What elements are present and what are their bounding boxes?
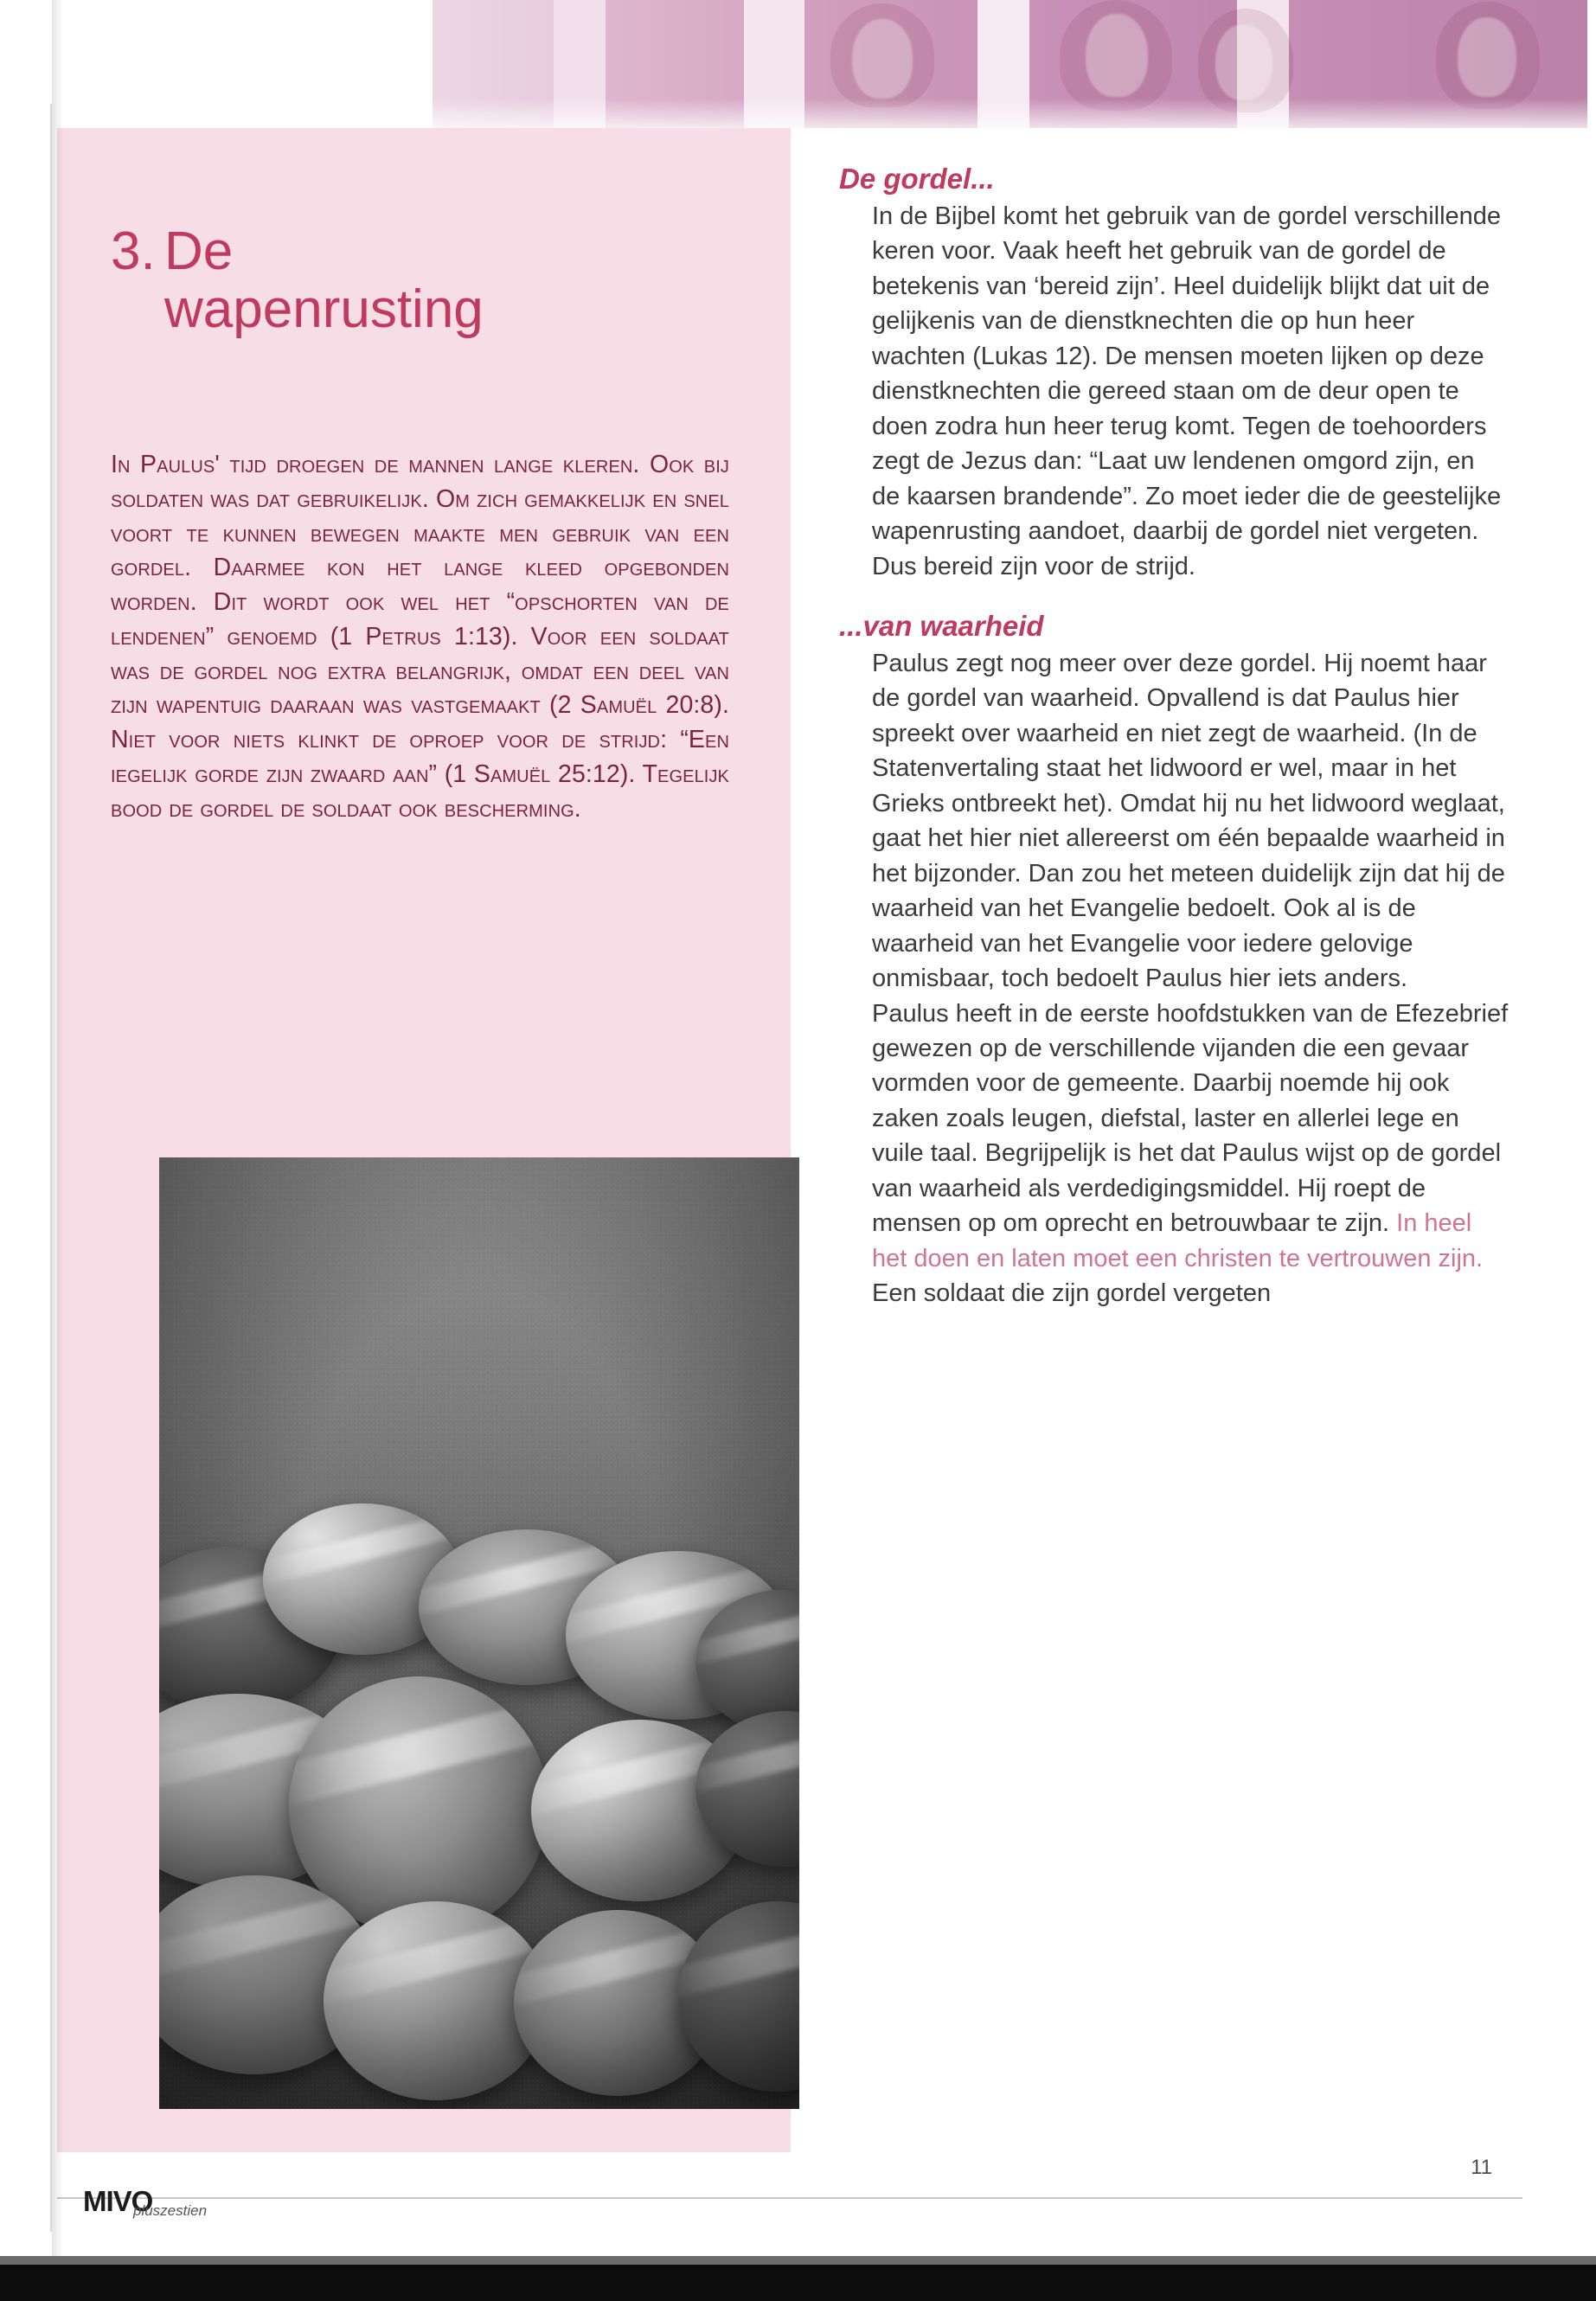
section-paragraph: In de Bijbel komt het gebruik van de gordel verschillende keren voor. Vaak heeft het gebruik van de gordel de betekenis van ‘bereid zijn’. Heel duidelijk blijkt dat uit de gelijkenis van de dienstknechten die op hun heer wachten (Lukas 12). De mensen moeten lijken op deze dienstknechten die gereed staan om de deur open te doen zodra hun heer terug komt. Tegen de toehoorders zegt de Jezus dan: “Laat uw lendenen omgord zijn, en de kaarsen brandende”. Zo moet ieder die de geestelijke wapenrusting aandoet, daarbij de gordel niet vergeten. Dus bereid zijn voor de strijd.: [872, 202, 1502, 580]
scan-right-edge: [1587, 0, 1596, 2301]
paragraph-text: Paulus heeft in de eerste hoofdstukken van de Efezebrief gewezen op de verschillende vijanden die een gevaar vormden voor de gemeente. Daarbij noemde hij ook zaken zoals leugen, diefstal, laster en allerlei lege en vuile taal. Begrijpelijk is het dat Paulus wijst op de gordel van waarheid als verdedigingsmiddel. Hij roept de mensen op om oprecht en betrouwbaar te zijn.: [872, 999, 1509, 1238]
binding-shadow: [52, 0, 64, 2301]
lead-paragraph: In Paulus' tijd droegen de mannen lange kleren. Ook bij soldaten was dat gebruikelijk. Om zich gemakkelijk en snel voort te kunnen bewegen maakte men gebruik van een gordel. Daarmee kon het lange kleed opgebonden worden. Dit wordt ook wel het “opschorten van de lendenen” genoemd (1 Petrus 1:13). Voor een soldaat was de gordel nog extra belangrijk, omdat een deel van zijn wapentuig daaraan was vastgemaakt (2 Samuël 20:8). Niet voor niets klinkt de oproep voor de strijd: “Een iegelijk gorde zijn zwaard aan” (1 Samuël 25:12). Tegelijk bood de gordel de soldaat ook bescherming.: [111, 451, 729, 823]
scan-bottom-black-edge: [0, 2265, 1596, 2301]
page-binding-edge: [0, 0, 54, 2301]
photo-vignette: [159, 1157, 799, 2109]
footer-divider: [57, 2197, 1522, 2199]
section-heading-gordel: De gordel...: [839, 163, 995, 195]
chapter-title: [111, 223, 716, 339]
mivo-logo: [83, 2185, 208, 2219]
right-column-inner: [839, 163, 1510, 1311]
strip-face-shape-4: [1458, 17, 1516, 97]
scan-bottom-grey-edge: [0, 2256, 1596, 2265]
section-heading-waarheid: ...van waarheid: [839, 609, 1044, 642]
page-number: 11: [1471, 2156, 1492, 2179]
chapter-number: 3.: [111, 221, 156, 281]
strip-face-shape-3: [1215, 24, 1272, 100]
right-text-column: [804, 128, 1522, 2152]
section-paragraph: [872, 997, 1509, 1277]
section-paragraph: Paulus zegt nog meer over deze gordel. Hij noemt haar de gordel van waarheid. Opvallend is dat Paulus hier spreekt over waarheid en niet zegt de waarheid. (In de Statenvertaling staat het lidwoord er wel, maar in het Grieks ontbreekt het). Omdat hij nu het lidwoord weglaat, gaat het hier niet allereerst om één bepaalde waarheid in het bijzonder. Dan zou het meteen duidelijk zijn dat hij de waarheid van het Evangelie bedoelt. Ook al is de waarheid van het Evangelie voor iedere gelovige onmisbaar, toch bedoelt Paulus hier iets anders.: [872, 649, 1505, 993]
chapter-title-line2: wapenrusting: [164, 279, 484, 339]
highlighted-sentence: In heel het doen en laten moet een christen te vertrouwen zijn.: [872, 1209, 1484, 1272]
strip-fade: [0, 99, 1596, 128]
decorative-photo-strip: [0, 0, 1596, 128]
strip-face-shape-1: [852, 19, 913, 99]
strip-face-shape-2: [1086, 14, 1148, 97]
stones-photograph: [159, 1157, 799, 2109]
logo-main-text: MIVO: [83, 2185, 153, 2217]
logo-sub-text: pluszestien: [133, 2202, 208, 2219]
left-pink-column: [57, 128, 791, 2152]
chapter-title-line1: De: [164, 221, 234, 281]
section-paragraph: Een soldaat die zijn gordel vergeten: [872, 1279, 1272, 1308]
